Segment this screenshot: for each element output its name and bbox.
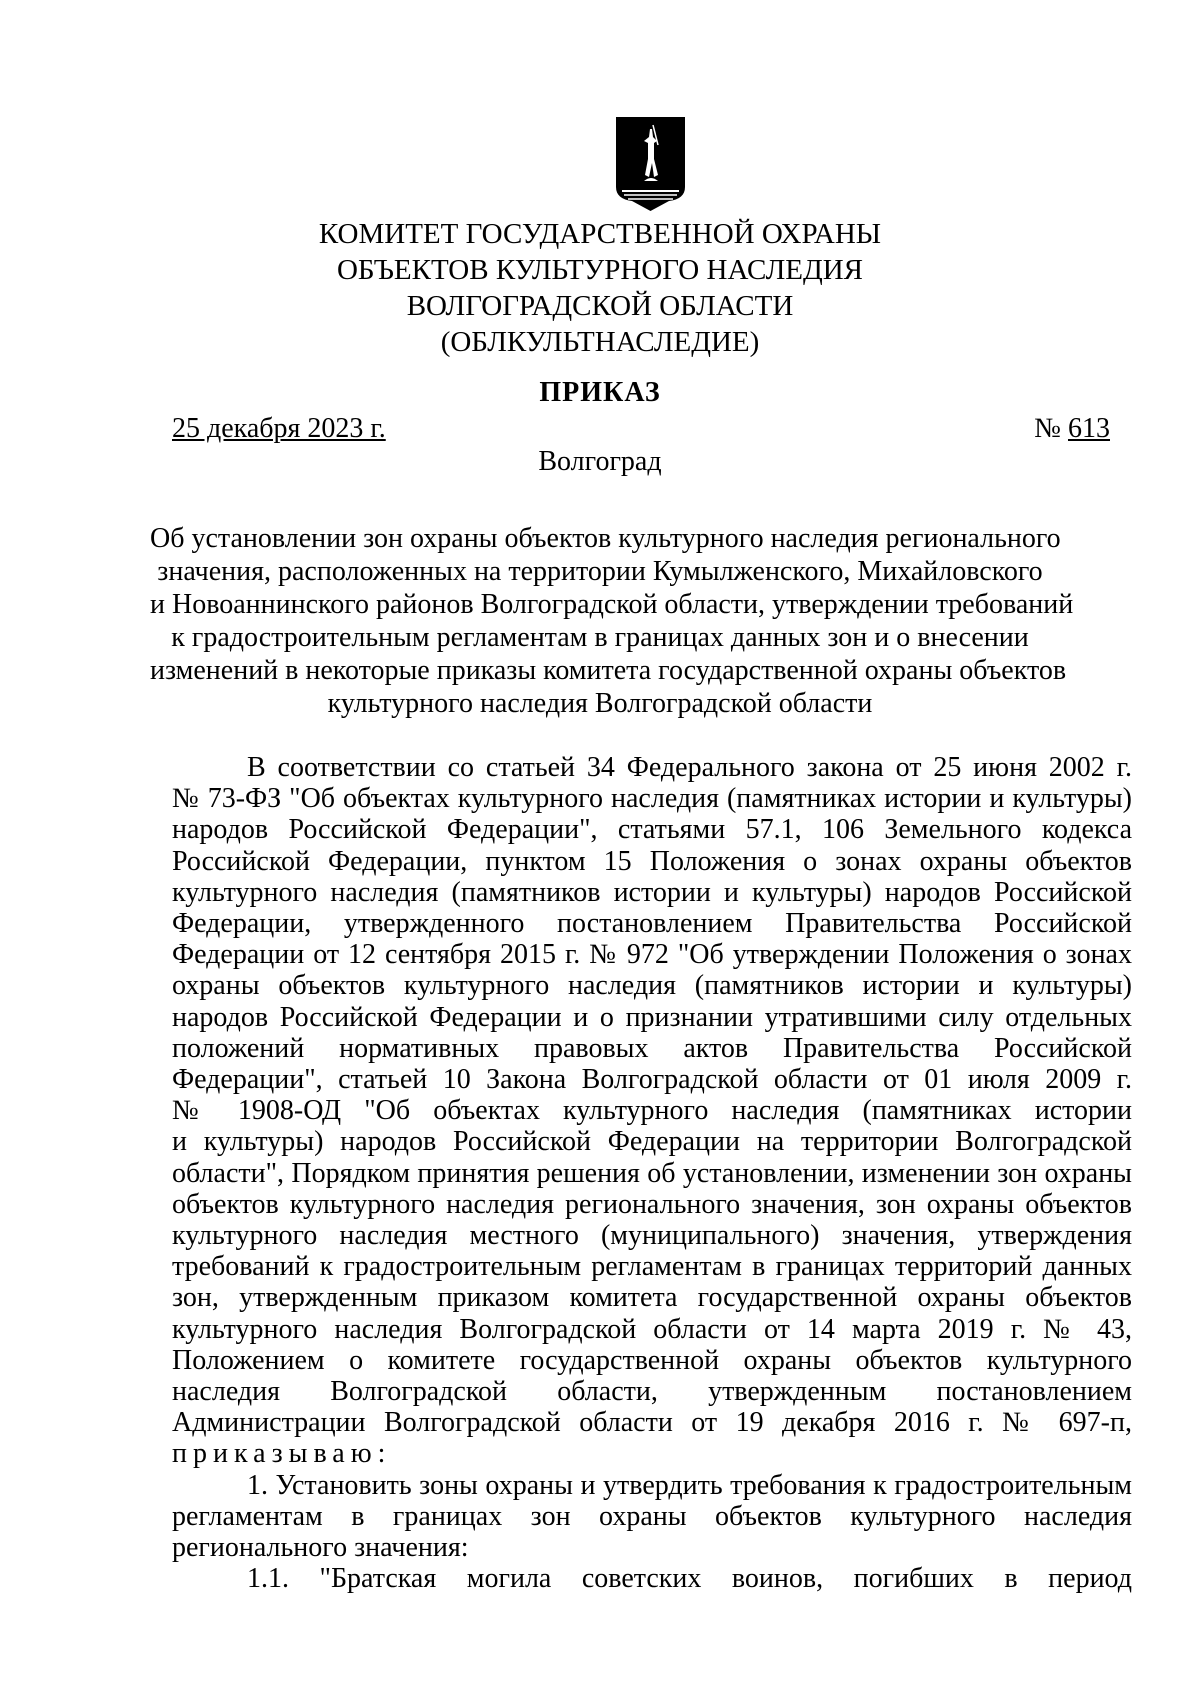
org-line: (ОБЛКУЛЬТНАСЛЕДИЕ) bbox=[440, 326, 760, 358]
body-line: культурного наследия Волгоградской области от 14 марта 2019 г. № 43, bbox=[172, 1313, 1132, 1345]
organization-name bbox=[0, 216, 1200, 360]
body-line: Российской Федерации, пунктом 15 Положения о зонах охраны объектов bbox=[172, 845, 1132, 877]
number-sign: № bbox=[1034, 413, 1061, 444]
subject-line: Об установлении зон охраны объектов культурного наследия регионального bbox=[150, 523, 1061, 554]
body-line: Федерации", статьей 10 Закона Волгоградской области от 01 июля 2009 г. bbox=[172, 1064, 1132, 1096]
body-line: охраны объектов культурного наследия (памятников истории и культуры) bbox=[172, 970, 1132, 1002]
body-line: Федерации от 12 сентября 2015 г. № 972 "Об утверждении Положения о зонах bbox=[172, 939, 1132, 971]
body-line: № 73-ФЗ "Об объектах культурного наследия (памятниках истории и культуры) bbox=[172, 783, 1132, 815]
order-body bbox=[172, 752, 1132, 1594]
body-line: Федерации, утвержденного постановлением Правительства Российской bbox=[172, 908, 1132, 940]
document-type-title: ПРИКАЗ bbox=[539, 377, 661, 408]
body-line: требований к градостроительным регламентам в границах территорий данных bbox=[172, 1251, 1132, 1283]
body-line: области", Порядком принятия решения об установлении, изменении зон охраны bbox=[172, 1157, 1132, 1189]
body-line-decree-word: приказываю: bbox=[172, 1438, 392, 1470]
body-line: наследия Волгоградской области, утвержденным постановлением bbox=[172, 1376, 1132, 1408]
order-subject bbox=[150, 522, 1074, 720]
body-line: регионального значения: bbox=[172, 1532, 469, 1564]
body-line: народов Российской Федерации и о признании утратившими силу отдельных bbox=[172, 1001, 1132, 1033]
body-line: № 1908-ОД "Об объектах культурного наследия (памятниках истории bbox=[172, 1095, 1132, 1127]
body-line: положений нормативных правовых актов Правительства Российской bbox=[172, 1032, 1132, 1064]
body-line: Положением о комитете государственной охраны объектов культурного bbox=[172, 1344, 1132, 1376]
subject-line: культурного наследия Волгоградской области bbox=[327, 688, 873, 719]
subject-line: значения, расположенных на территории Кумылженского, Михайловского bbox=[157, 556, 1043, 587]
number-value: 613 bbox=[1068, 413, 1110, 444]
body-line: народов Российской Федерации", статьями 57.1, 106 Земельного кодекса bbox=[172, 814, 1132, 846]
body-line: и культуры) народов Российской Федерации на территории Волгоградской bbox=[172, 1126, 1132, 1158]
coat-of-arms-emblem bbox=[614, 115, 687, 213]
body-line: Администрации Волгоградской области от 19 декабря 2016 г. № 697-п, bbox=[172, 1407, 1132, 1439]
order-date: 25 декабря 2023 г. bbox=[172, 413, 386, 444]
body-line: культурного наследия (памятников истории и культуры) народов Российской bbox=[172, 876, 1132, 908]
org-line: ВОЛГОГРАДСКОЙ ОБЛАСТИ bbox=[406, 290, 794, 322]
subject-line: к градостроительным регламентам в границах данных зон и о внесении bbox=[171, 622, 1029, 653]
body-line: зон, утвержденным приказом комитета государственной охраны объектов bbox=[172, 1282, 1132, 1314]
body-line: В соответствии со статьей 34 Федерального закона от 25 июня 2002 г. bbox=[247, 752, 1132, 783]
city-name: Волгоград bbox=[538, 446, 662, 477]
body-line: 1.1. "Братская могила советских воинов, погибших в период bbox=[247, 1563, 1132, 1595]
subject-line: изменений в некоторые приказы комитета государственной охраны объектов bbox=[150, 655, 1067, 686]
subject-line: и Новоаннинского районов Волгоградской области, утверждении требований bbox=[150, 589, 1074, 620]
org-line: ОБЪЕКТОВ КУЛЬТУРНОГО НАСЛЕДИЯ bbox=[336, 254, 864, 286]
order-number bbox=[1034, 413, 1110, 445]
org-line: КОМИТЕТ ГОСУДАРСТВЕННОЙ ОХРАНЫ bbox=[318, 218, 882, 250]
body-line: 1. Установить зоны охраны и утвердить требования к градостроительным bbox=[247, 1469, 1132, 1501]
body-line: культурного наследия местного (муниципального) значения, утверждения bbox=[172, 1220, 1132, 1252]
body-line: объектов культурного наследия регионального значения, зон охраны объектов bbox=[172, 1188, 1132, 1220]
body-line: регламентам в границах зон охраны объектов культурного наследия bbox=[172, 1500, 1132, 1532]
